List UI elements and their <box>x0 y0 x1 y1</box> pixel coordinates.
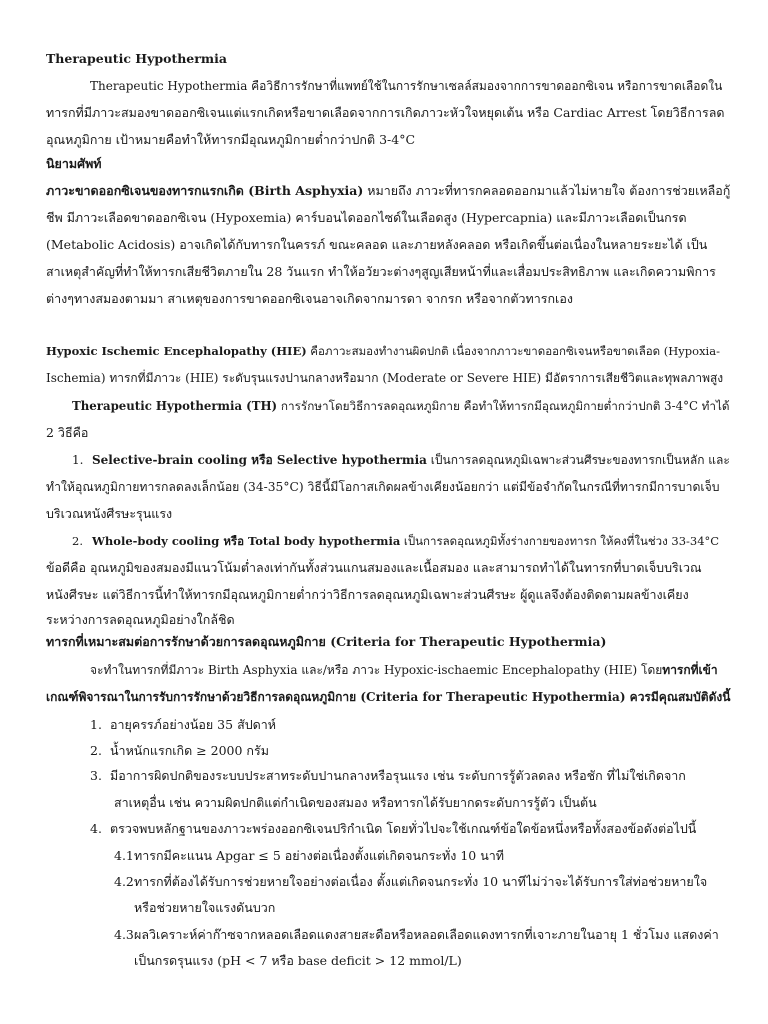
definition-text: การรักษาโดยวิธีการลดอุณหภูมิกาย คือทำให้ทารกมีอุณหภูมิกายต่ำกว่าปกติ 3-4°C ทำได้ <box>277 399 730 413</box>
method-item <box>72 451 730 469</box>
criteria-intro <box>90 661 718 679</box>
definition-line: ชีพ มีภาวะเลือดขาดออกซิเจน (Hypoxemia) คาร์บอนไดออกไซด์ในเลือดสูง (Hypercapnia) และมีภาวะเลือดเป็นกรด <box>46 210 687 225</box>
criteria-text: น้ำหนักแรกเกิด ≥ 2000 กรัม <box>110 743 269 758</box>
criteria-text: ตรวจพบหลักฐานของภาวะพร่องออกซิเจนปริกำเนิด โดยทั่วไปจะใช้เกณฑ์ข้อใดข้อหนึ่งหรือทั้งสองข้อดังต่อไปนี้ <box>110 821 697 836</box>
method-line: ข้อดีคือ อุณหภูมิของสมองมีแนวโน้มต่ำลงเท่ากันทั้งส่วนแกนสมองและเนื้อสมอง และสามารถทำได้ในทารกที่บาดเจ็บบริเวณ <box>46 560 702 575</box>
method-line: ทำให้อุณหภูมิกายทารกลดลงเล็กน้อย (34-35°C) วิธีนี้มีโอกาสเกิดผลข้างเคียงน้อยกว่า แต่มีข้อจำกัดในกรณีที่ทารกมีการบาดเจ็บ <box>46 480 720 494</box>
criteria-line: สาเหตุอื่น เช่น ความผิดปกติแต่กำเนิดของสมอง หรือทารกได้รับยากดระดับการรู้ตัว เป็นต้น <box>114 795 597 810</box>
method-term: Selective-brain cooling หรือ Selective hypothermia <box>92 453 427 467</box>
criteria-number: 1. <box>90 717 102 732</box>
definitions-heading: นิยามศัพท์ <box>46 156 102 171</box>
definition-text: คือภาวะสมองทำงานผิดปกติ เนื่องจากภาวะขาดออกซิเจนหรือขาดเลือด (Hypoxia- <box>306 344 720 358</box>
method-line: บริเวณหนังศีรษะรุนแรง <box>46 506 173 521</box>
subitem-line: หรือช่วยหายใจแรงดันบวก <box>134 900 276 915</box>
criteria-item <box>90 742 269 760</box>
criteria-number: 3. <box>90 768 102 783</box>
definition-line: 2 วิธีคือ <box>46 425 89 440</box>
definition-term: ภาวะขาดออกซิเจนของทารกแรกเกิด (Birth Asphyxia) <box>46 183 364 198</box>
definition-term: Hypoxic Ischemic Encephalopathy (HIE) <box>46 344 307 358</box>
criteria-intro-text: จะทำในทารกที่มีภาวะ Birth Asphyxia และ/หรือ ภาวะ Hypoxic-ischaemic Encephalopathy (HIE) โดย <box>90 663 663 677</box>
method-line: ระหว่างการลดอุณหภูมิอย่างใกล้ชิด <box>46 612 235 627</box>
definition-asphyxia <box>46 182 730 200</box>
criteria-intro-bold-line: เกณฑ์พิจารณาในการรับการรักษาด้วยวิธีการลดอุณหภูมิกาย (Criteria for Therapeutic Hypothermia) ควรมีคุณสมบัติดังนี้ <box>46 690 731 704</box>
definition-line: สาเหตุสำคัญที่ทำให้ทารกเสียชีวิตภายใน 28 วันแรก ทำให้อวัยวะต่างๆสูญเสียหน้าที่และเสื่อมประสิทธิภาพ และเกิดความพิการ <box>46 264 716 279</box>
method-item <box>72 532 719 550</box>
subitem-number: 4.3 <box>114 927 134 942</box>
subitem-line: เป็นกรดรุนแรง (pH < 7 หรือ base deficit > 12 mmol/L) <box>134 953 462 968</box>
definition-line: Ischemia) ทารกที่มีภาวะ (HIE) ระดับรุนแรงปานกลางหรือมาก (Moderate or Severe HIE) มีอัตราการเสียชีวิตและทุพลภาพสูง <box>46 371 724 385</box>
criteria-number: 4. <box>90 821 102 836</box>
intro-line: ทารกที่มีภาวะสมองขาดออกซิเจนแต่แรกเกิดหรือขาดเลือดจากการเกิดภาวะหัวใจหยุดเต้น หรือ Cardiac Arrest โดยวิธีการลด <box>46 105 725 120</box>
criteria-text: มีอาการผิดปกติของระบบประสาทระดับปานกลางหรือรุนแรง เช่น ระดับการรู้ตัวลดลง หรือชัก ที่ไม่ใช่เกิดจาก <box>110 768 686 783</box>
subitem-number: 4.2 <box>114 874 134 889</box>
criteria-subitem <box>114 873 707 891</box>
criteria-intro-bold: ทารกที่เข้า <box>662 663 718 677</box>
criteria-text: อายุครรภ์อย่างน้อย 35 สัปดาห์ <box>110 717 277 732</box>
method-term: Whole-body cooling หรือ Total body hypothermia <box>92 534 401 548</box>
criteria-heading: ทารกที่เหมาะสมต่อการรักษาด้วยการลดอุณหภูมิกาย (Criteria for Therapeutic Hypothermia) <box>46 634 607 649</box>
intro-line: อุณหภูมิกาย เป้าหมายคือทำให้ทารกมีอุณหภูมิกายต่ำกว่าปกติ 3-4°C <box>46 132 416 147</box>
definition-th <box>72 397 730 415</box>
criteria-subitem <box>114 926 719 944</box>
definition-text: หมายถึง ภาวะที่ทารกคลอดออกมาแล้วไม่หายใจ ต้องการช่วยเหลือกู้ <box>363 183 731 198</box>
method-number: 2. <box>72 534 83 548</box>
criteria-item <box>90 716 276 734</box>
criteria-subitem <box>114 847 504 865</box>
definition-hie <box>46 342 720 360</box>
definition-line: (Metabolic Acidosis) อาจเกิดได้กับทารกในครรภ์ ขณะคลอด และภายหลังคลอด หรือเกิดขึ้นต่อเนื่องในหลายระยะได้ เป็น <box>46 237 708 252</box>
method-line: หนังศีรษะ แต่วิธีการนี้ทำให้ทารกมีอุณหภูมิกายต่ำกว่าวิธีการลดอุณหภูมิเฉพาะส่วนศีรษะ ผู้ดูแลจึงต้องติดตามผลข้างเคียง <box>46 587 689 602</box>
definition-term: Therapeutic Hypothermia (TH) <box>72 399 278 413</box>
criteria-number: 2. <box>90 743 102 758</box>
subitem-text: ผลวิเคราะห์ค่าก๊าซจากหลอดเลือดแดงสายสะดือหรือหลอดเลือดแดงทารกที่เจาะภายในอายุ 1 ชั่วโมง แสดงค่า <box>134 927 719 942</box>
definition-line: ต่างๆทางสมองตามมา สาเหตุของการขาดออกซิเจนอาจเกิดจากมารดา จากรก หรือจากตัวทารกเอง <box>46 291 573 306</box>
method-text: เป็นการลดอุณหภูมิทั้งร่างกายของทารก ให้คงที่ในช่วง 33-34°C <box>400 534 720 548</box>
document-title: Therapeutic Hypothermia <box>46 51 227 66</box>
method-text: เป็นการลดอุณหภูมิเฉพาะส่วนศีรษะของทารกเป็นหลัก และ <box>426 453 730 467</box>
criteria-item <box>90 820 696 838</box>
subitem-text: ทารกที่ต้องได้รับการช่วยหายใจอย่างต่อเนื่อง ตั้งแต่เกิดจนกระทั่ง 10 นาทีไม่ว่าจะได้รับการใส่ท่อช่วยหายใจ <box>134 874 708 889</box>
method-number: 1. <box>72 453 84 467</box>
intro-line: Therapeutic Hypothermia คือวิธีการรักษาที่แพทย์ใช้ในการรักษาเซลล์สมองจากการขาดออกซิเจน หรือการขาดเลือดใน <box>90 79 723 93</box>
subitem-number: 4.1 <box>114 848 134 863</box>
subitem-text: ทารกมีคะแนน Apgar ≤ 5 อย่างต่อเนื่องตั้งแต่เกิดจนกระทั่ง 10 นาที <box>134 848 505 863</box>
criteria-item <box>90 767 686 785</box>
